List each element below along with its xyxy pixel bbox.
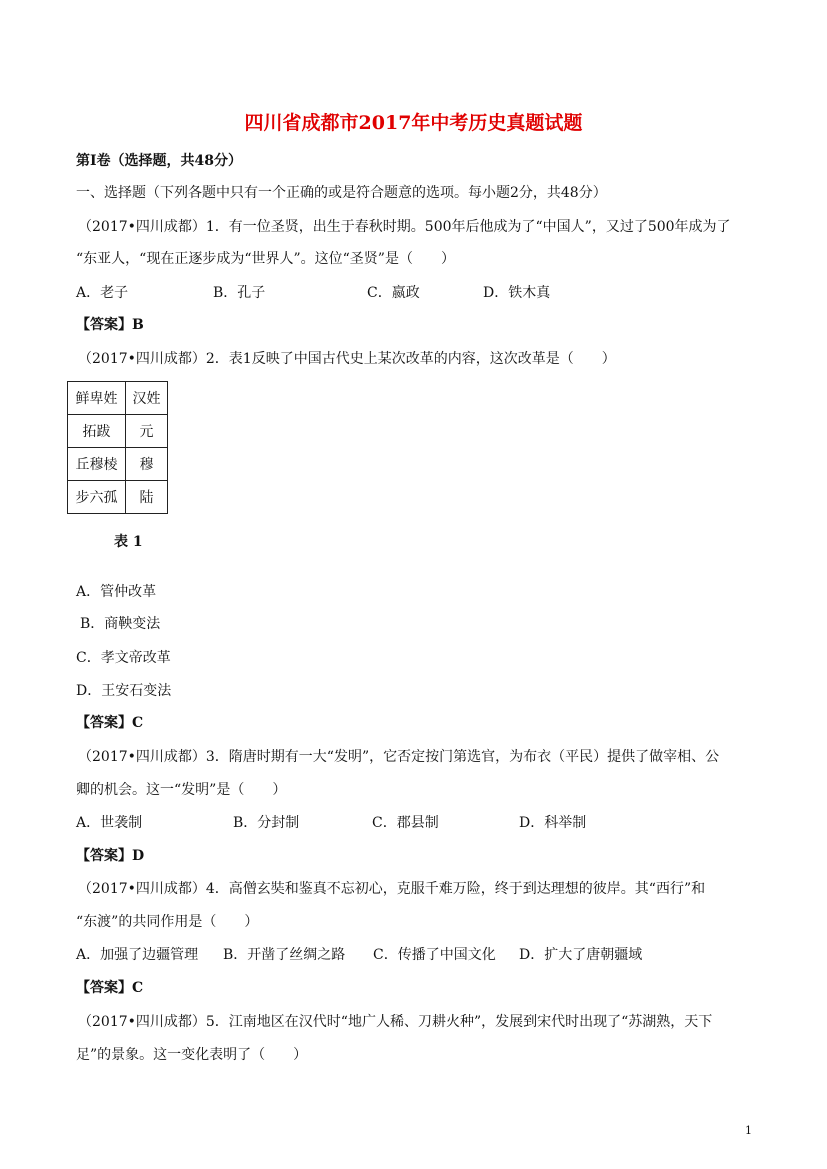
table-row bbox=[68, 382, 168, 415]
q2-text-line1: （2017•四川成都）2．表1反映了中国古代史上某次改革的内容，这次改革是（ ） bbox=[78, 351, 616, 367]
q3-text-line2: 卿的机会。这一“发明”是（ ） bbox=[76, 782, 287, 798]
q2-option-a: A．管仲改革 bbox=[76, 584, 157, 600]
q2-option-b: B．商鞅变法 bbox=[80, 616, 161, 632]
q3-option-a: A．世袭制 bbox=[76, 815, 143, 831]
q3-options bbox=[76, 813, 586, 833]
instructions: 一、选择题（下列各题中只有一个正确的或是符合题意的选项。每小题2分，共48分） bbox=[76, 185, 607, 201]
q1-options bbox=[76, 283, 550, 303]
table-cell: 陆 bbox=[126, 481, 168, 514]
q4-text-line2: “东渡”的共同作用是（ ） bbox=[76, 914, 259, 930]
q4-text-line1: （2017•四川成都）4．高僧玄奘和鉴真不忘初心，克服千难万险，终于到达理想的彼岸。其“西行”和 bbox=[78, 881, 706, 897]
q4-option-b: B．开凿了丝绸之路 bbox=[223, 947, 346, 963]
surname-table bbox=[67, 381, 168, 514]
table-cell: 丘穆棱 bbox=[68, 448, 126, 481]
table-cell: 步六孤 bbox=[68, 481, 126, 514]
table-cell: 穆 bbox=[126, 448, 168, 481]
q3-option-b: B．分封制 bbox=[233, 815, 300, 831]
q3-option-c: C．郡县制 bbox=[372, 815, 439, 831]
section-heading: 第Ⅰ卷（选择题，共48分） bbox=[76, 153, 243, 169]
q1-text-line1: （2017•四川成都）1．有一位圣贤，出生于春秋时期。500年后他成为了“中国人”，又过了500年成为了 bbox=[78, 219, 731, 235]
page-number: 1 bbox=[745, 1124, 752, 1137]
q3-answer: 【答案】D bbox=[76, 848, 145, 864]
q1-option-a: A．老子 bbox=[76, 285, 129, 301]
q4-option-c: C．传播了中国文化 bbox=[373, 947, 496, 963]
q4-option-a: A．加强了边疆管理 bbox=[76, 947, 199, 963]
table-row bbox=[68, 481, 168, 514]
q2-option-d: D．王安石变法 bbox=[76, 683, 172, 699]
table-row bbox=[68, 448, 168, 481]
q1-answer: 【答案】B bbox=[76, 317, 144, 333]
q1-text-line2: “东亚人，“现在正逐步成为“世界人”。这位“圣贤”是（ ） bbox=[76, 251, 455, 267]
table-cell: 汉姓 bbox=[126, 382, 168, 415]
table-row bbox=[68, 415, 168, 448]
q3-option-d: D．科举制 bbox=[519, 815, 587, 831]
q1-option-b: B．孔子 bbox=[213, 285, 266, 301]
table-cell: 元 bbox=[126, 415, 168, 448]
q4-option-d: D．扩大了唐朝疆域 bbox=[519, 947, 643, 963]
q1-option-c: C．嬴政 bbox=[367, 285, 420, 301]
q5-text-line1: （2017•四川成都）5．江南地区在汉代时“地广人稀、刀耕火种”，发展到宋代时出现了“苏湖熟，天下 bbox=[78, 1014, 713, 1030]
doc-title: 四川省成都市2017年中考历史真题试题 bbox=[244, 112, 583, 134]
table-caption: 表 1 bbox=[114, 534, 143, 550]
q5-text-line2: 足”的景象。这一变化表明了（ ） bbox=[76, 1047, 308, 1063]
table-cell: 鲜卑姓 bbox=[68, 382, 126, 415]
table-cell: 拓跋 bbox=[68, 415, 126, 448]
q4-answer: 【答案】C bbox=[76, 980, 144, 996]
q1-option-d: D．铁木真 bbox=[483, 285, 551, 301]
q2-option-c: C．孝文帝改革 bbox=[76, 650, 171, 666]
q3-text-line1: （2017•四川成都）3．隋唐时期有一大“发明”，它否定按门第选官，为布衣（平民）提供了做宰相、公 bbox=[78, 749, 720, 765]
q2-answer: 【答案】C bbox=[76, 715, 144, 731]
q4-options bbox=[76, 945, 642, 965]
